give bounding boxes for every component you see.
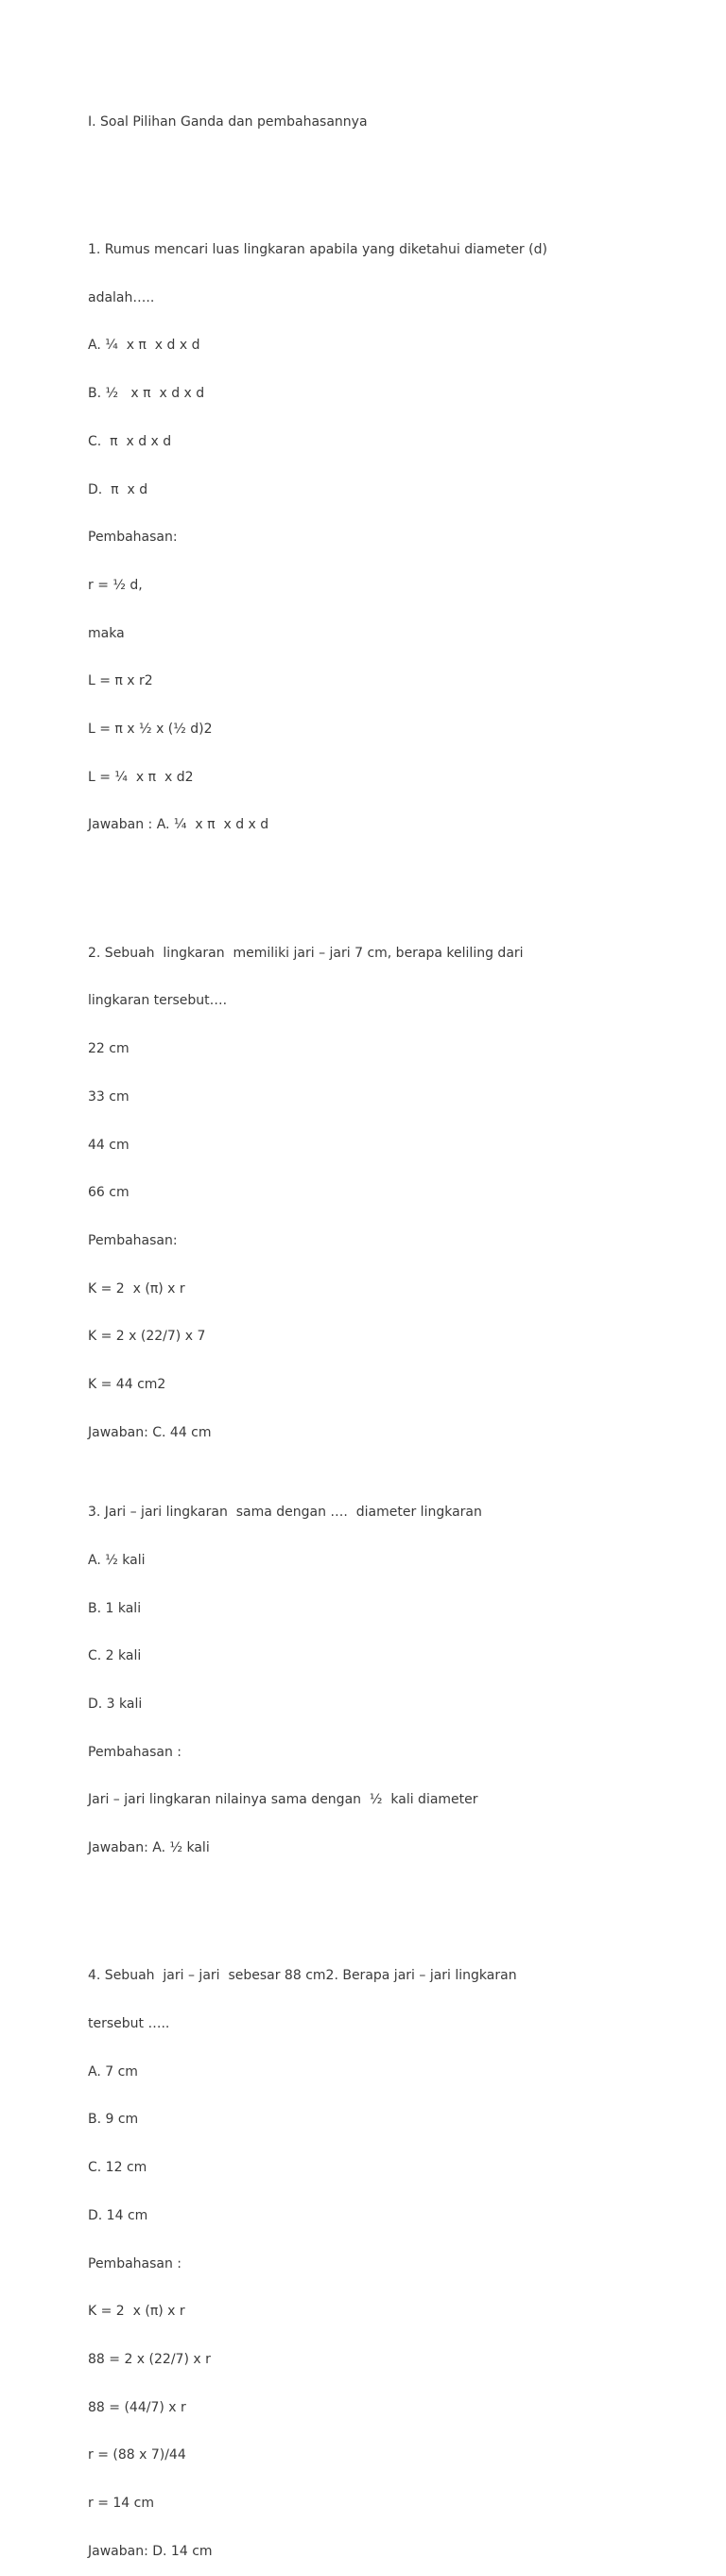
question-4-option-b: B. 9 cm xyxy=(88,2112,139,2128)
question-3-option-d: D. 3 kali xyxy=(88,1697,143,1713)
question-1-step: L = π x r2 xyxy=(88,673,153,689)
question-1-option-c: C. π x d x d xyxy=(88,433,172,449)
question-3-answer: Jawaban: A. ½ kali xyxy=(88,1840,210,1856)
question-3-option-c: C. 2 kali xyxy=(88,1648,142,1664)
question-3-discussion-label: Pembahasan : xyxy=(88,1744,182,1760)
question-4-step: 88 = (44/7) x r xyxy=(88,2399,186,2415)
question-1-text-line-1: 1. Rumus mencari luas lingkaran apabila yang diketahui diameter (d) xyxy=(88,242,547,258)
question-1-step: r = ½ d, xyxy=(88,577,143,593)
document-heading: I. Soal Pilihan Ganda dan pembahasannya xyxy=(88,113,368,130)
question-2-discussion-label: Pembahasan: xyxy=(88,1232,178,1248)
question-3-option-a: A. ½ kali xyxy=(88,1552,146,1568)
question-2-text-line-2: lingkaran tersebut…. xyxy=(88,993,228,1009)
question-1-step: L = ¼ x π x d2 xyxy=(88,769,194,785)
question-2-option: 22 cm xyxy=(88,1041,130,1057)
question-1-step: maka xyxy=(88,625,125,641)
question-4-step: K = 2 x (π) x r xyxy=(88,2304,185,2320)
spacer xyxy=(88,865,693,881)
question-4-option-a: A. 7 cm xyxy=(88,2063,138,2080)
question-3-text-line-1: 3. Jari – jari lingkaran sama dengan …. diameter lingkaran xyxy=(88,1505,482,1521)
question-2-text-line-1: 2. Sebuah lingkaran memiliki jari – jari 7 cm, berapa keliling dari xyxy=(88,945,524,961)
question-1-step: L = π x ½ x (½ d)2 xyxy=(88,722,213,738)
question-4-text-line-1: 4. Sebuah jari – jari sebesar 88 cm2. Berapa jari – jari lingkaran xyxy=(88,1968,517,1984)
question-1-answer: Jawaban : A. ¼ x π x d x d xyxy=(88,817,269,833)
question-1-discussion-label: Pembahasan: xyxy=(88,530,178,546)
question-4-option-c: C. 12 cm xyxy=(88,2160,147,2176)
question-4-step: r = (88 x 7)/44 xyxy=(88,2447,186,2463)
question-1-option-b: B. ½ x π x d x d xyxy=(88,386,205,402)
question-4-discussion-label: Pembahasan : xyxy=(88,2255,182,2271)
question-4-text-line-2: tersebut ….. xyxy=(88,2016,170,2032)
spacer xyxy=(88,163,693,179)
question-2-step: K = 2 x (22/7) x 7 xyxy=(88,1329,206,1345)
question-1-option-d: D. π x d xyxy=(88,481,148,497)
question-4-answer: Jawaban: D. 14 cm xyxy=(88,2543,213,2559)
question-2-option: 66 cm xyxy=(88,1185,130,1201)
question-1-text-line-2: adalah….. xyxy=(88,289,155,305)
question-2-answer: Jawaban: C. 44 cm xyxy=(88,1424,212,1440)
question-3-option-b: B. 1 kali xyxy=(88,1600,142,1616)
question-2-option: 44 cm xyxy=(88,1137,130,1153)
spacer xyxy=(88,1888,693,1905)
question-2-step: K = 2 x (π) x r xyxy=(88,1280,185,1297)
question-3-step: Jari – jari lingkaran nilainya sama dengan ½ kali diameter xyxy=(88,1792,478,1808)
question-4-option-d: D. 14 cm xyxy=(88,2207,148,2223)
question-4-step: 88 = 2 x (22/7) x r xyxy=(88,2352,211,2367)
question-2-option: 33 cm xyxy=(88,1088,130,1105)
question-4-step: r = 14 cm xyxy=(88,2496,154,2512)
question-2-step: K = 44 cm2 xyxy=(88,1377,166,1393)
question-1-option-a: A. ¼ x π x d x d xyxy=(88,338,200,354)
document-page xyxy=(88,82,693,2576)
